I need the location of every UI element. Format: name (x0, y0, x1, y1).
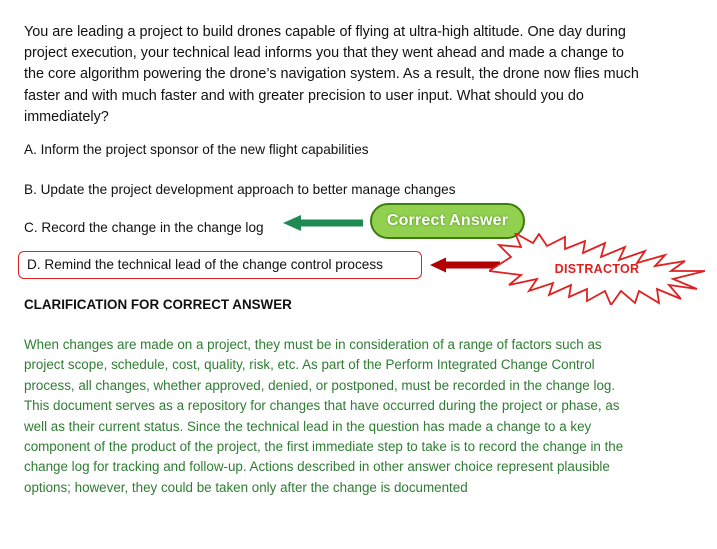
clarification-body: When changes are made on a project, they must be in consideration of a range of factors such as project scope, schedule, cost, quality, risk, etc. As part of the Perform Integrated Change Control process, all changes, whether approved, denied, or postponed, must be recorded in the change log. This document serves as a repository for changes that have occurred during the project or phase, as well as their current status. Since the technical lead in the question has made a change to a key component of the product of the project, the first immediate step to take is to record the change in the change log for tracking and follow-up. Actions described in other answer choice represent plausible options; however, they could be taken only after the change is documented (24, 337, 624, 495)
question-text: You are leading a project to build drones capable of flying at ultra-high altitude. One day during project execution, your technical lead informs you that they went ahead and made a change to the core algorithm powering the drone’s navigation system. As a result, the drone now flies much faster and with much faster and with greater precision to user input. What should you do immediately? (24, 24, 639, 125)
distractor-label: DISTRACTOR (554, 262, 640, 276)
answer-choice-b[interactable]: B. Update the project development approach to better manage changes (24, 182, 456, 197)
clarification-heading: CLARIFICATION FOR CORRECT ANSWER (24, 297, 292, 312)
correct-answer-label: Correct Answer (386, 212, 509, 229)
answer-choice-c[interactable]: C. Record the change in the change log (24, 220, 264, 235)
answer-choice-d: D. Remind the technical lead of the change control process (27, 257, 383, 272)
distractor-callout (489, 233, 705, 305)
green-left-arrow-icon (283, 214, 363, 232)
answer-choice-a[interactable]: A. Inform the project sponsor of the new flight capabilities (24, 142, 369, 157)
answer-choice-d-highlight-box[interactable] (18, 251, 422, 279)
